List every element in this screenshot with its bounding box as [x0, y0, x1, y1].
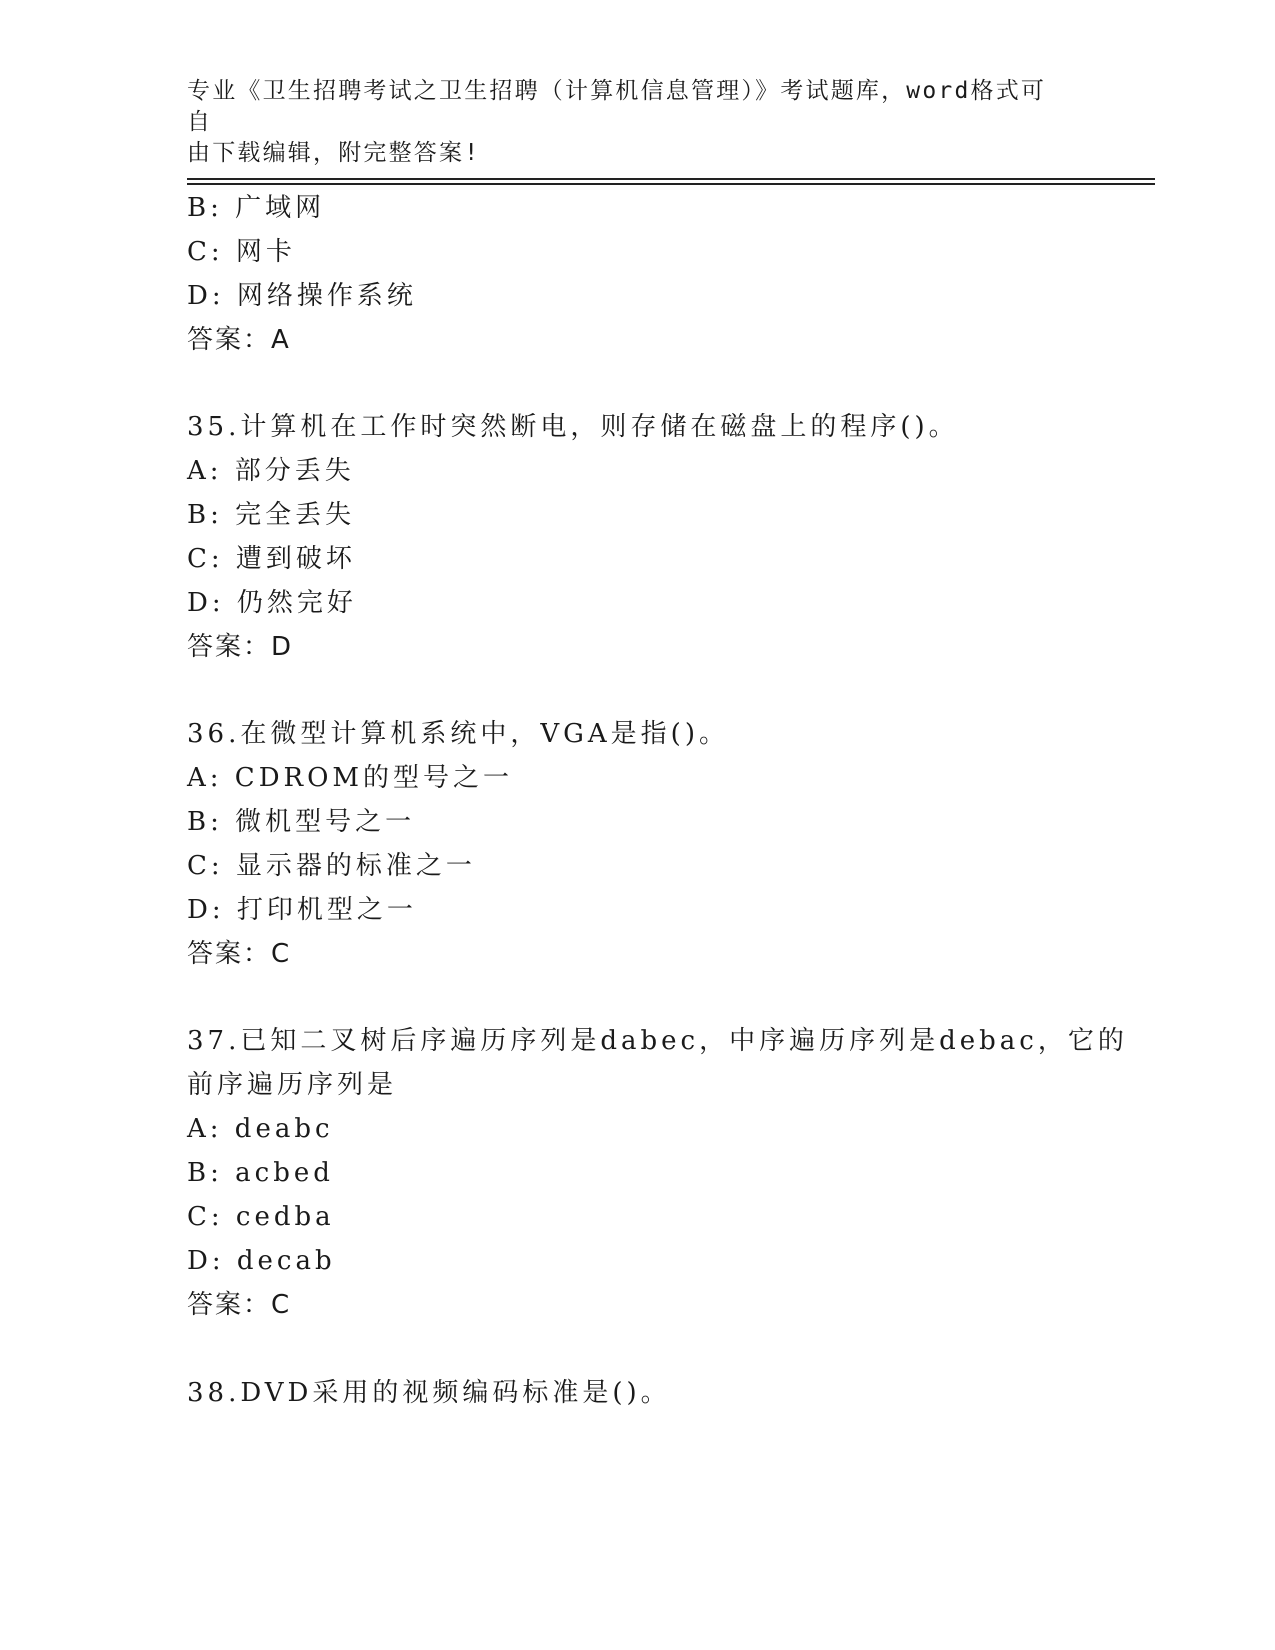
q35-option-c: C: 遭到破坏	[187, 544, 356, 574]
header-intro-line-1: 专业《卫生招聘考试之卫生招聘（计算机信息管理）》考试题库，word格式可自	[187, 78, 1047, 135]
q38-stem: 38.DVD采用的视频编码标准是()。	[187, 1378, 671, 1408]
q36-answer: 答案：C	[187, 939, 292, 969]
document-header	[187, 76, 1067, 169]
q37-stem-line-2: 前序遍历序列是	[187, 1070, 398, 1100]
q37-option-d: D: decab	[187, 1246, 336, 1276]
header-divider-bottom	[187, 183, 1155, 185]
q36-stem: 36.在微型计算机系统中，VGA是指()。	[187, 719, 729, 749]
q36-option-b: B: 微机型号之一	[187, 807, 416, 837]
header-divider-top	[187, 178, 1155, 180]
q35-option-d: D: 仍然完好	[187, 588, 357, 618]
q37-option-a: A: deabc	[187, 1114, 334, 1144]
header-intro-line-2: 由下载编辑，附完整答案!	[187, 140, 481, 166]
q35-option-a: A: 部分丢失	[187, 456, 355, 486]
q35-answer: 答案：D	[187, 632, 294, 662]
q37-option-b: B: acbed	[187, 1158, 334, 1188]
q34-option-b: B: 广域网	[187, 193, 326, 223]
q35-stem: 35.计算机在工作时突然断电，则存储在磁盘上的程序()。	[187, 412, 959, 442]
q34-answer: 答案：A	[187, 325, 291, 355]
q37-answer: 答案：C	[187, 1290, 292, 1320]
q36-option-d: D: 打印机型之一	[187, 895, 417, 925]
q36-option-a: A: CDROM的型号之一	[187, 763, 514, 793]
q35-option-b: B: 完全丢失	[187, 500, 356, 530]
q37-option-c: C: cedba	[187, 1202, 335, 1232]
q36-option-c: C: 显示器的标准之一	[187, 851, 476, 881]
q37-stem-line-1: 37.已知二叉树后序遍历序列是dabec，中序遍历序列是debac，它的	[187, 1026, 1128, 1056]
q34-option-d: D: 网络操作系统	[187, 281, 417, 311]
q34-option-c: C: 网卡	[187, 237, 296, 267]
